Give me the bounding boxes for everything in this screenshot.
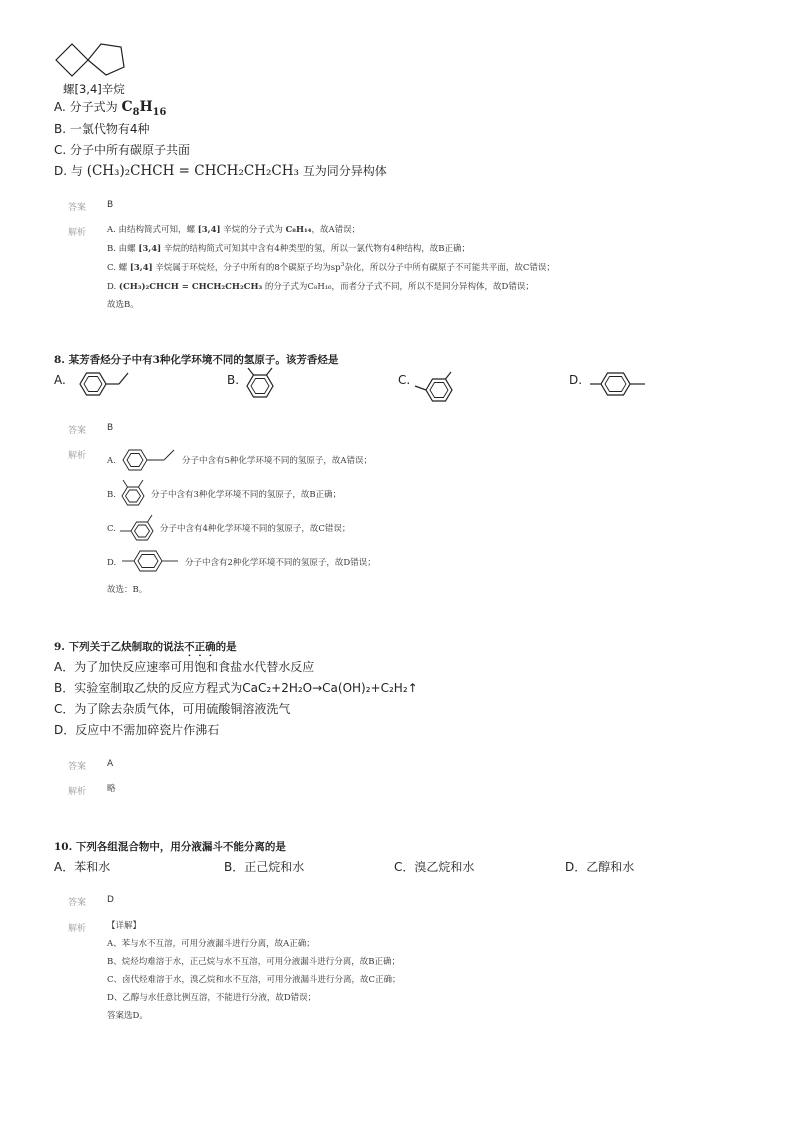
q8-analysis-a-letter: A.	[107, 456, 116, 466]
q9-answer-label: 答案	[68, 762, 87, 772]
q7-answer-label: 答案	[68, 203, 87, 213]
q9-analysis-label: 解析	[68, 787, 87, 797]
o-xylene-structure	[243, 368, 279, 404]
q8-option-b-label: B.	[227, 373, 240, 387]
q8-option-a-label: A.	[54, 373, 66, 387]
q8-analysis-b-letter: B.	[107, 490, 116, 500]
q7-option-a: A. 分子式为 $C_8H_{16}$	[54, 99, 167, 118]
q10-analysis-b: B、烷烃均难溶于水，正己烷与水不互溶，可用分液漏斗进行分离，故B正确；	[107, 957, 400, 967]
q8-analysis-b-text: 分子中含有3种化学环境不同的氢原子，故B正确；	[151, 490, 342, 500]
q10-option-c: C．溴乙烷和水	[394, 860, 475, 874]
q10-answer: D	[107, 895, 114, 905]
q8-analysis-c-text: 分子中含有4种化学环境不同的氢原子，故C错误；	[160, 524, 351, 534]
q7-option-d: D. 与 (CH₃)₂CHCH = CHCH₂CH₂CH₃ 互为同分异构体	[54, 163, 387, 179]
q7-analysis-conclusion: 故选B。	[107, 300, 139, 310]
q9-option-c: C．为了除去杂质气体，可用硫酸铜溶液洗气	[54, 702, 291, 716]
q7-option-b: B. 一氯代物有4种	[54, 122, 150, 136]
q8-analysis-label: 解析	[68, 451, 87, 461]
p-xylene-structure	[588, 370, 650, 404]
q10-analysis-head: 【详解】	[107, 921, 142, 931]
p-xylene-small-icon	[120, 549, 184, 577]
q7-answer: B	[107, 200, 114, 210]
q10-option-b: B．正己烷和水	[224, 860, 305, 874]
o-xylene-small-icon	[119, 480, 149, 510]
q10-analysis-conclusion: 答案选D。	[107, 1011, 148, 1021]
q9-option-d: D．反应中不需加碎瓷片作沸石	[54, 723, 220, 737]
ethylbenzene-small-icon	[120, 448, 180, 476]
q8-analysis-conclusion: 故选：B。	[107, 585, 148, 595]
q8-answer-label: 答案	[68, 426, 87, 436]
q9-option-b: B．实验室制取乙炔的反应方程式为CaC₂+2H₂O→Ca(OH)₂+C₂H₂↑	[54, 681, 418, 695]
q8-analysis-d-text: 分子中含有2种化学环境不同的氢原子，故D错误；	[185, 558, 376, 568]
structure-caption: 螺[3,4]辛烷	[63, 82, 125, 96]
q9-option-a: A．为了加快反应速率可用饱和食盐水代替水反应	[54, 660, 315, 674]
q8-title: 8. 某芳香烃分子中有3种化学环境不同的氢原子。该芳香烃是	[54, 354, 339, 366]
q8-option-d-label: D.	[569, 373, 583, 387]
q8-analysis-d-letter: D.	[107, 558, 117, 568]
q7-analysis-label: 解析	[68, 228, 87, 238]
q10-title: 10. 下列各组混合物中，用分液漏斗不能分离的是	[54, 841, 286, 853]
q7-analysis-c: C. 螺 [3,4] 辛烷属于环烷烃，分子中所有的8个碳原子均为$sp^3$杂化，所以分子中所有碳原子不可能共平面，故C错误；	[107, 261, 555, 273]
q9-title: 9. 下列关于乙炔制取的说法不正确的是	[54, 641, 237, 653]
q8-answer: B	[107, 423, 114, 433]
q8-analysis-c-letter: C.	[107, 524, 116, 534]
q10-analysis-label: 解析	[68, 924, 87, 934]
q10-analysis-c: C、卤代烃难溶于水，溴乙烷和水不互溶，可用分液漏斗进行分离，故C正确；	[107, 975, 401, 985]
q10-answer-label: 答案	[68, 898, 87, 908]
m-xylene-small-icon	[119, 515, 159, 545]
q7-analysis-a: A. 由结构简式可知，螺 [3,4] 辛烷的分子式为 C₈H₁₄，故A错误；	[107, 225, 361, 235]
q7-option-c: C. 分子中所有碳原子共面	[54, 143, 191, 157]
q7-analysis-d: D. (CH₃)₂CHCH = CHCH₂CH₂CH₃ 的分子式为C₈H₁₆，而者分子式不同，所以不是同分异构体，故D错误；	[107, 282, 534, 292]
q10-option-d: D．乙醇和水	[565, 860, 635, 874]
spiro-octane-structure	[52, 40, 132, 82]
q8-analysis-a-text: 分子中含有5种化学环境不同的氢原子，故A错误；	[182, 456, 373, 466]
q9-analysis: 略	[107, 784, 116, 794]
q7-analysis-b: B. 由螺 [3,4] 辛烷的结构简式可知其中含有4种类型的氢，所以一氯代物有4种结构，故B正确；	[107, 244, 470, 254]
q9-answer: A	[107, 759, 114, 769]
q10-option-a: A．苯和水	[54, 860, 111, 874]
q10-analysis-a: A、苯与水不互溶，可用分液漏斗进行分离，故A正确；	[107, 939, 315, 949]
q10-analysis-d: D、乙醇与水任意比例互溶，不能进行分液，故D错误；	[107, 993, 317, 1003]
ethylbenzene-structure	[76, 370, 136, 404]
m-xylene-structure	[414, 372, 460, 406]
q8-option-c-label: C.	[398, 373, 411, 387]
